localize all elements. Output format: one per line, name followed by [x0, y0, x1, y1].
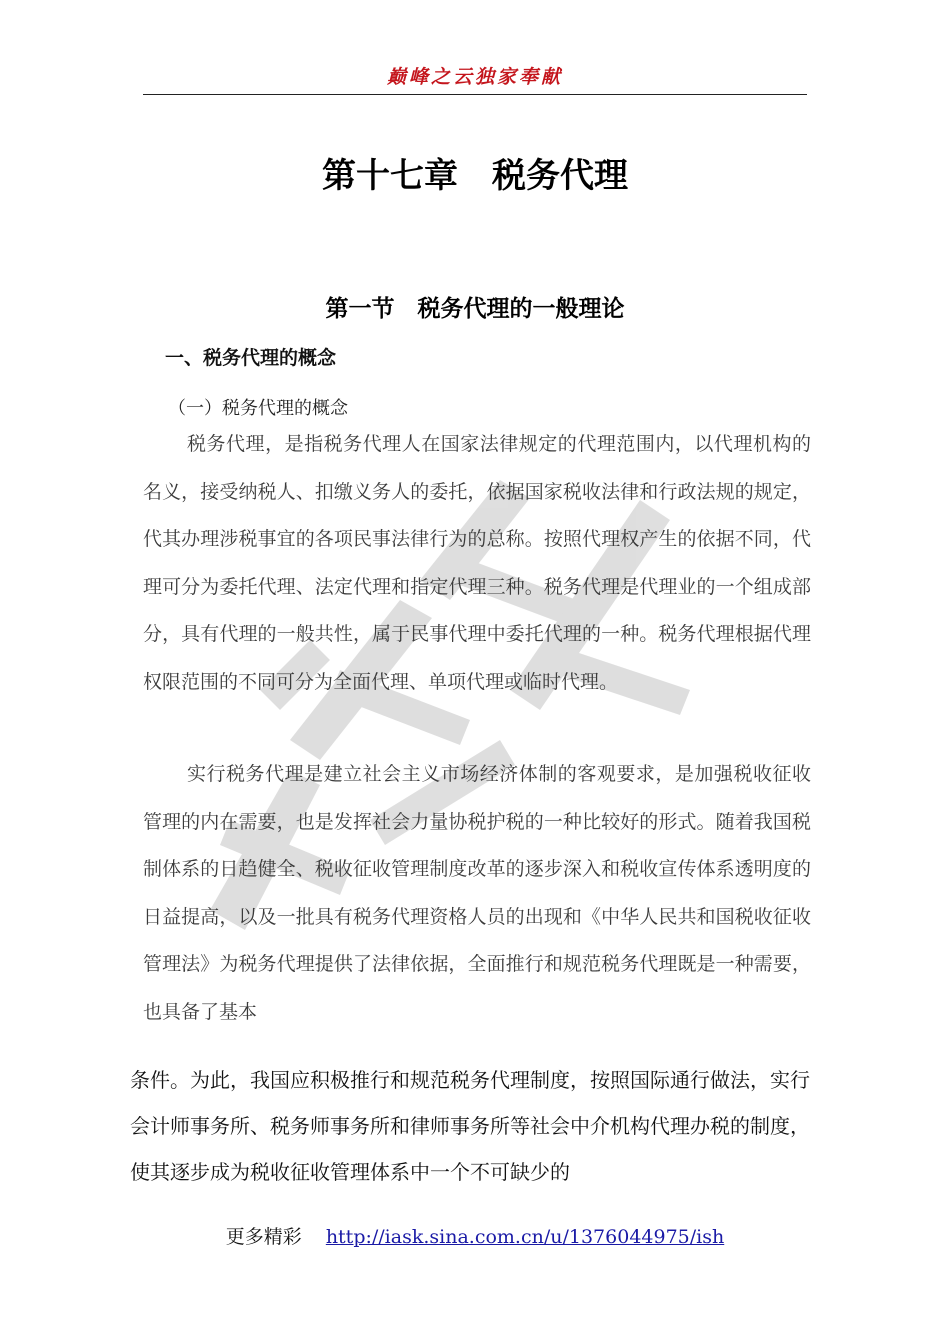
paragraph-definition: 税务代理，是指税务代理人在国家法律规定的代理范围内，以代理机构的名义，接受纳税人、扣缴义务人的委托，依据国家税收法律和行政法规的规定，代其办理涉税事宜的各项民事法律行为的总称。按照代理权产生的依据不同，代理可分为委托代理、法定代理和指定代理三种。税务代理是代理业的一个组成部分，具有代理的一般共性，属于民事代理中委托代理的一种。税务代理根据代理权限范围的不同可分为全面代理、单项代理或临时代理。	[143, 433, 811, 693]
footer-label: 更多精彩	[225, 1226, 302, 1248]
header-banner: 巅峰之云独家奉献	[386, 66, 563, 88]
footer-link[interactable]: http://iask.sina.com.cn/u/1376044975/ish	[325, 1226, 725, 1248]
footer	[0, 1222, 950, 1249]
paragraph-continuation: 条件。为此，我国应积极推行和规范税务代理制度，按照国际通行做法，实行会计师事务所、税务师事务所和律师事务所等社会中介机构代理办税的制度，使其逐步成为税收征收管理体系中一个不可缺少的	[130, 1068, 810, 1184]
header-rule	[143, 94, 807, 95]
chapter-title: 第十七章 税务代理	[322, 156, 628, 196]
section-title: 第一节 税务代理的一般理论	[325, 296, 625, 322]
paragraph-significance: 实行税务代理是建立社会主义市场经济体制的客观要求，是加强税收征收管理的内在需要，也是发挥社会力量协税护税的一种比较好的形式。随着我国税制体系的日趋健全、税收征收管理制度改革的逐步深入和税收宣传体系透明度的日益提高，以及一批具有税务代理资格人员的出现和《中华人民共和国税收征收管理法》为税务代理提供了法律依据，全面推行和规范税务代理既是一种需要，也具备了基本	[143, 763, 811, 1023]
heading-level2: （一）税务代理的概念	[168, 398, 348, 419]
heading-level1: 一、税务代理的概念	[165, 347, 337, 369]
